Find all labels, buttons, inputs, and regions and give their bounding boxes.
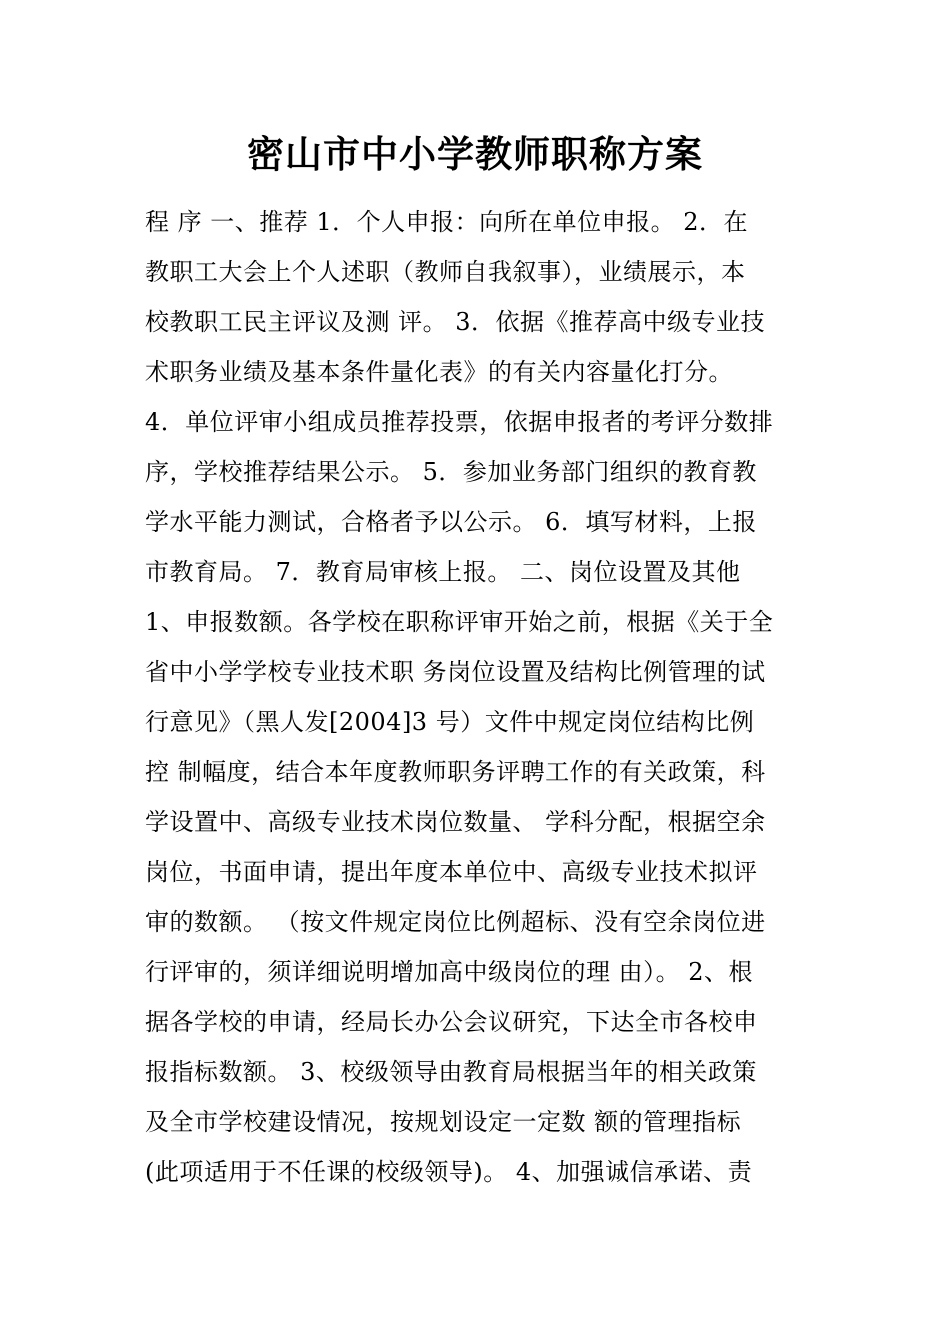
document-title: 密山市中小学教师职称方案 [247, 132, 703, 176]
body-line: 行意见》（黑人发[2004]3 号）文件中规定岗位结构比例 [145, 708, 755, 736]
body-line: 审的数额。 （按文件规定岗位比例超标、没有空余岗位进 [145, 908, 766, 936]
body-line: 岗位，书面申请，提出年度本单位中、高级专业技术拟评 [145, 858, 758, 886]
body-line: 1、申报数额。各学校在职称评审开始之前，根据《关于全 [145, 608, 774, 636]
body-line: 程 序 一、推荐 1．个人申报：向所在单位申报。 2．在 [145, 208, 749, 236]
document-body [145, 197, 815, 1197]
body-line: 学水平能力测试，合格者予以公示。 6．填写材料，上报 [145, 508, 757, 536]
body-line: 4．单位评审小组成员推荐投票，依据申报者的考评分数排 [145, 408, 774, 436]
body-line: 行评审的，须详细说明增加高中级岗位的理 由）。 2、根 [145, 958, 754, 986]
body-line: 报指标数额。 3、校级领导由教育局根据当年的相关政策 [145, 1058, 757, 1086]
body-line: 及全市学校建设情况，按规划设定一定数 额的管理指标 [145, 1108, 742, 1136]
body-line: 序，学校推荐结果公示。 5．参加业务部门组织的教育教 [145, 458, 757, 486]
body-line: 学设置中、高级专业技术岗位数量、 学科分配，根据空余 [145, 808, 766, 836]
body-line: 校教职工民主评议及测 评。 3．依据《推荐高中级专业技 [145, 308, 766, 336]
body-line: 教职工大会上个人述职（教师自我叙事），业绩展示，本 [145, 258, 746, 286]
body-line: 市教育局。 7．教育局审核上报。 二、岗位设置及其他 [145, 558, 741, 586]
body-line: 省中小学学校专业技术职 务岗位设置及结构比例管理的试 [145, 658, 766, 686]
body-line: (此项适用于不任课的校级领导)。 4、加强诚信承诺、责 [145, 1158, 753, 1186]
body-line: 据各学校的申请，经局长办公会议研究，下达全市各校申 [145, 1008, 758, 1036]
body-line: 术职务业绩及基本条件量化表》的有关内容量化打分。 [145, 358, 733, 386]
body-line: 控 制幅度，结合本年度教师职务评聘工作的有关政策，科 [145, 758, 766, 786]
